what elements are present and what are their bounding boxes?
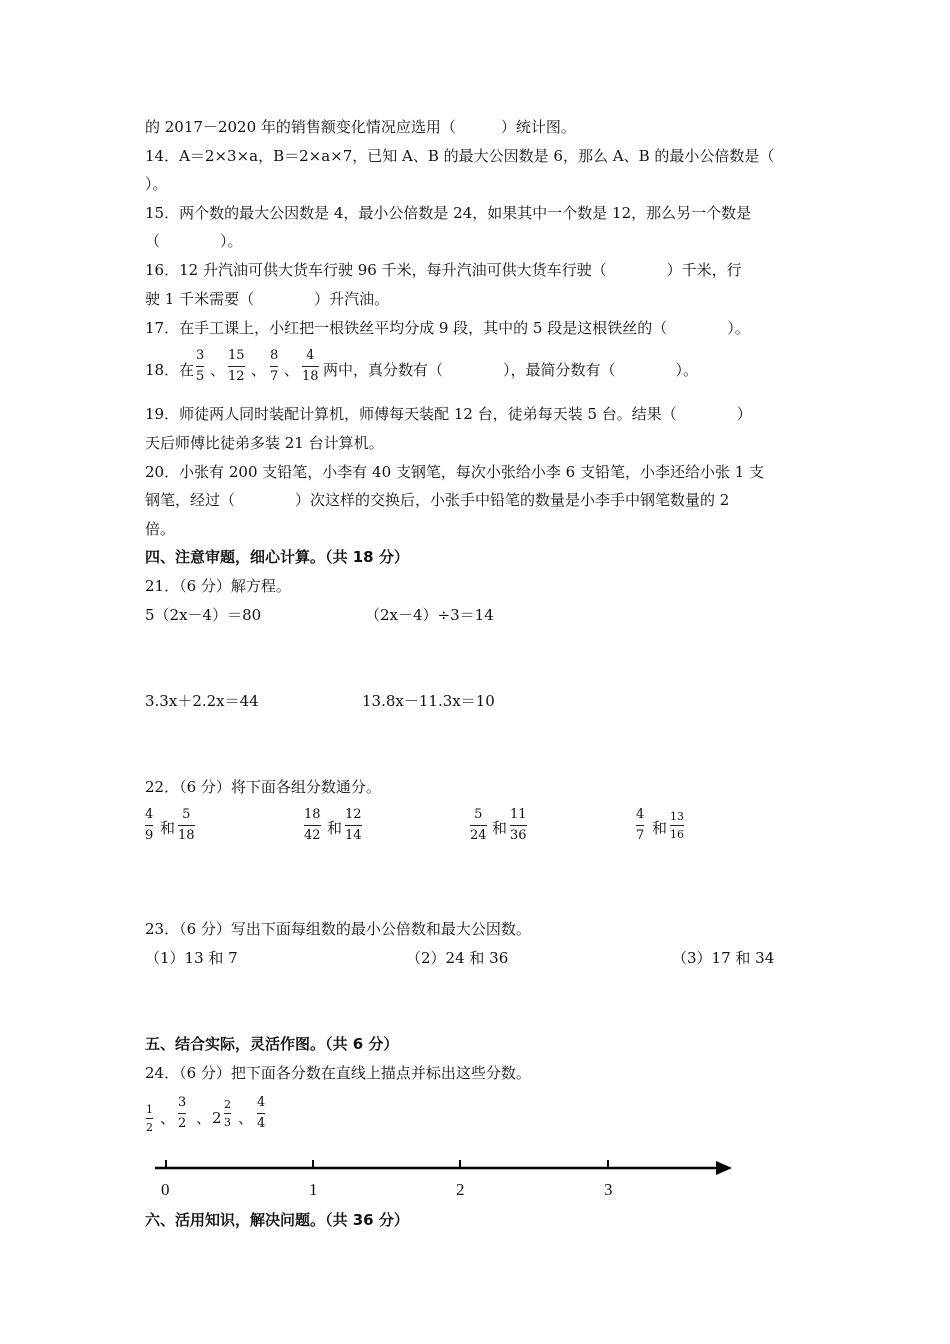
denominator: 2	[178, 1116, 187, 1131]
denominator: 12	[228, 369, 245, 384]
q20-line-2: 钢笔，经过（ ）次这样的交换后，小张手中铅笔的数量是小李手中钢笔数量的 2	[145, 491, 730, 509]
numerator: 4	[257, 1095, 266, 1110]
denominator: 4	[257, 1116, 266, 1131]
q16-line-2: 驶 1 千米需要（ ）升汽油。	[145, 290, 390, 308]
numerator: 4	[306, 348, 315, 363]
numerator: 4	[145, 807, 154, 822]
denominator: 2	[146, 1121, 153, 1134]
numerator: 11	[510, 807, 527, 822]
q24-sep: 、	[160, 1109, 176, 1127]
section-4-heading: 四、注意审题，细心计算。（共 18 分）	[145, 548, 409, 566]
denominator: 24	[470, 828, 487, 843]
q16-line: 16．12 升汽油可供大货车行驶 96 千米，每升汽油可供大货车行驶（ ）千米，行	[145, 261, 742, 279]
q23-part-2: （2）24 和 36	[406, 949, 509, 967]
q18-prefix: 18．在	[145, 361, 195, 379]
q23-part-1: （1）13 和 7	[145, 949, 238, 967]
denominator: 9	[145, 828, 154, 843]
denominator: 16	[670, 828, 684, 841]
denominator: 5	[196, 369, 205, 384]
q22-line: 22．（6 分）将下面各组分数通分。	[145, 778, 381, 796]
numerator: 5	[182, 807, 191, 822]
and-word: 和	[327, 819, 343, 837]
and-word: 和	[652, 819, 668, 837]
q23-line: 23．（6 分）写出下面每组数的最小公倍数和最大公因数。	[145, 920, 531, 938]
section-5-heading: 五、结合实际，灵活作图。（共 6 分）	[145, 1035, 399, 1053]
q19-line-2: 天后师傅比徒弟多装 21 台计算机。	[145, 434, 384, 452]
q13-line: 的 2017－2020 年的销售额变化情况应选用（ ）统计图。	[145, 118, 576, 136]
q14-line: 14．A＝2×3×a，B＝2×a×7，已知 A、B 的最大公因数是 6，那么 A、B 的最小公倍数是（	[145, 147, 775, 165]
denominator: 14	[345, 828, 362, 843]
numerator: 5	[474, 807, 483, 822]
denominator: 42	[304, 828, 321, 843]
numerator: 2	[224, 1098, 231, 1111]
equation-4: 13.8x－11.3x＝10	[362, 692, 495, 710]
q15-line-2: （ ）。	[145, 232, 243, 250]
q18-suffix: 两中，真分数有（ ），最简分数有（ ）。	[323, 361, 699, 379]
q15-line: 15．两个数的最大公因数是 4，最小公倍数是 24，如果其中一个数是 12，那么另一个数是	[145, 204, 752, 222]
q18-sep-3: 、	[284, 361, 300, 379]
q20-line-3: 倍。	[145, 520, 176, 538]
q17-line: 17．在手工课上，小红把一根铁丝平均分成 9 段，其中的 5 段是这根铁丝的（ ）。	[145, 319, 750, 337]
q24-sep: 、	[196, 1109, 212, 1127]
q24-line: 24．（6 分）把下面各分数在直线上描点并标出这些分数。	[145, 1064, 531, 1082]
q24-sep: 、	[238, 1109, 254, 1127]
numerator: 4	[636, 807, 645, 822]
axis-label-1: 1	[309, 1180, 318, 1199]
numerator: 12	[345, 807, 362, 822]
numerator: 18	[304, 807, 321, 822]
axis-label-2: 2	[456, 1180, 465, 1199]
numerator: 3	[196, 348, 205, 363]
and-word: 和	[160, 819, 176, 837]
q18-sep-2: 、	[251, 361, 267, 379]
numerator: 15	[228, 348, 245, 363]
q19-line: 19．师徒两人同时装配计算机，师傅每天装配 12 台，徒弟每天装 5 台。结果（ ）	[145, 405, 752, 423]
q18-sep-1: 、	[210, 361, 226, 379]
numerator: 8	[270, 348, 279, 363]
denominator: 7	[636, 828, 645, 843]
axis-label-0: 0	[161, 1180, 170, 1199]
axis-label-3: 3	[604, 1180, 613, 1199]
q24-whole-two: 2	[212, 1109, 222, 1127]
equation-2: （2x－4）÷3＝14	[365, 606, 494, 624]
q20-line: 20．小张有 200 支铅笔，小李有 40 支钢笔，每次小张给小李 6 支铅笔，小李还给小张 1 支	[145, 463, 765, 481]
numerator: 13	[670, 810, 684, 823]
and-word: 和	[492, 819, 508, 837]
numerator: 1	[146, 1103, 153, 1116]
denominator: 3	[224, 1116, 231, 1129]
equation-1: 5（2x－4）＝80	[145, 606, 262, 624]
denominator: 36	[510, 828, 527, 843]
equation-3: 3.3x＋2.2x＝44	[145, 692, 259, 710]
q23-part-3: （3）17 和 34	[672, 949, 775, 967]
q14-line-2: ）。	[145, 175, 168, 193]
denominator: 7	[270, 369, 279, 384]
denominator: 18	[302, 369, 319, 384]
section-6-heading: 六、活用知识，解决问题。（共 36 分）	[145, 1211, 409, 1229]
q21-line: 21．（6 分）解方程。	[145, 577, 291, 595]
numerator: 3	[178, 1095, 187, 1110]
arrow-icon	[716, 1161, 732, 1175]
denominator: 18	[178, 828, 195, 843]
